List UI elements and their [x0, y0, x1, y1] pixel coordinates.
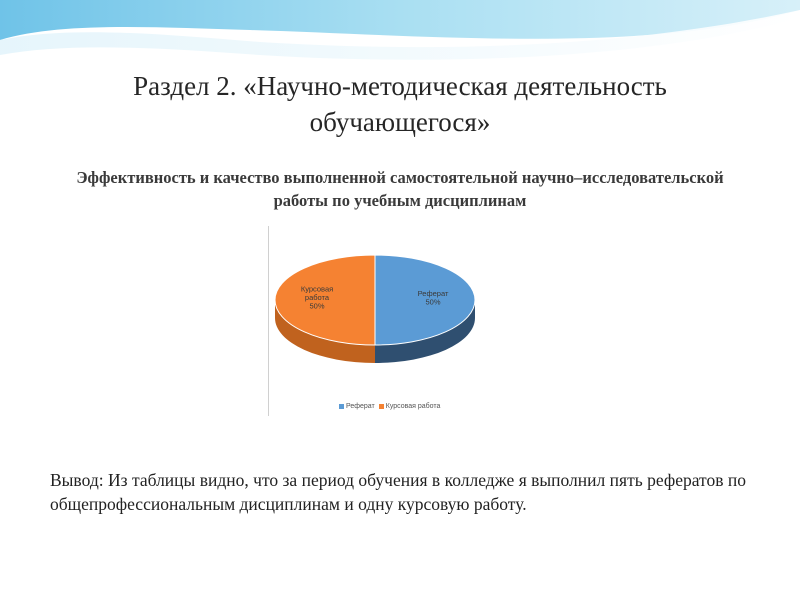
pie-data-label-1: Реферат 50%: [417, 288, 449, 307]
pie-chart-container: [268, 226, 479, 416]
conclusion-text: Вывод: Из таблицы видно, что за период обучения в колледже я выполнил пять рефератов по общепрофессиональным дисциплинам и одну курсовую работу.: [50, 470, 746, 514]
pie-chart: [269, 226, 479, 401]
legend-label-2: Курсовая работа: [385, 403, 441, 410]
legend-item-1: [339, 403, 375, 410]
legend-label-1: Реферат: [346, 403, 375, 410]
legend-swatch-1: [339, 404, 344, 409]
legend-item-2: [379, 403, 441, 410]
chart-legend: [339, 403, 444, 410]
slide-subtitle: Эффективность и качество выполненной самостоятельной научно–исследовательской работы по учебным дисциплинам: [76, 168, 724, 210]
slide-title: Раздел 2. «Научно-методическая деятельность обучающегося»: [133, 71, 667, 137]
legend-swatch-2: [379, 404, 384, 409]
pie-data-label-2: Курсовая работа 50%: [300, 284, 334, 311]
